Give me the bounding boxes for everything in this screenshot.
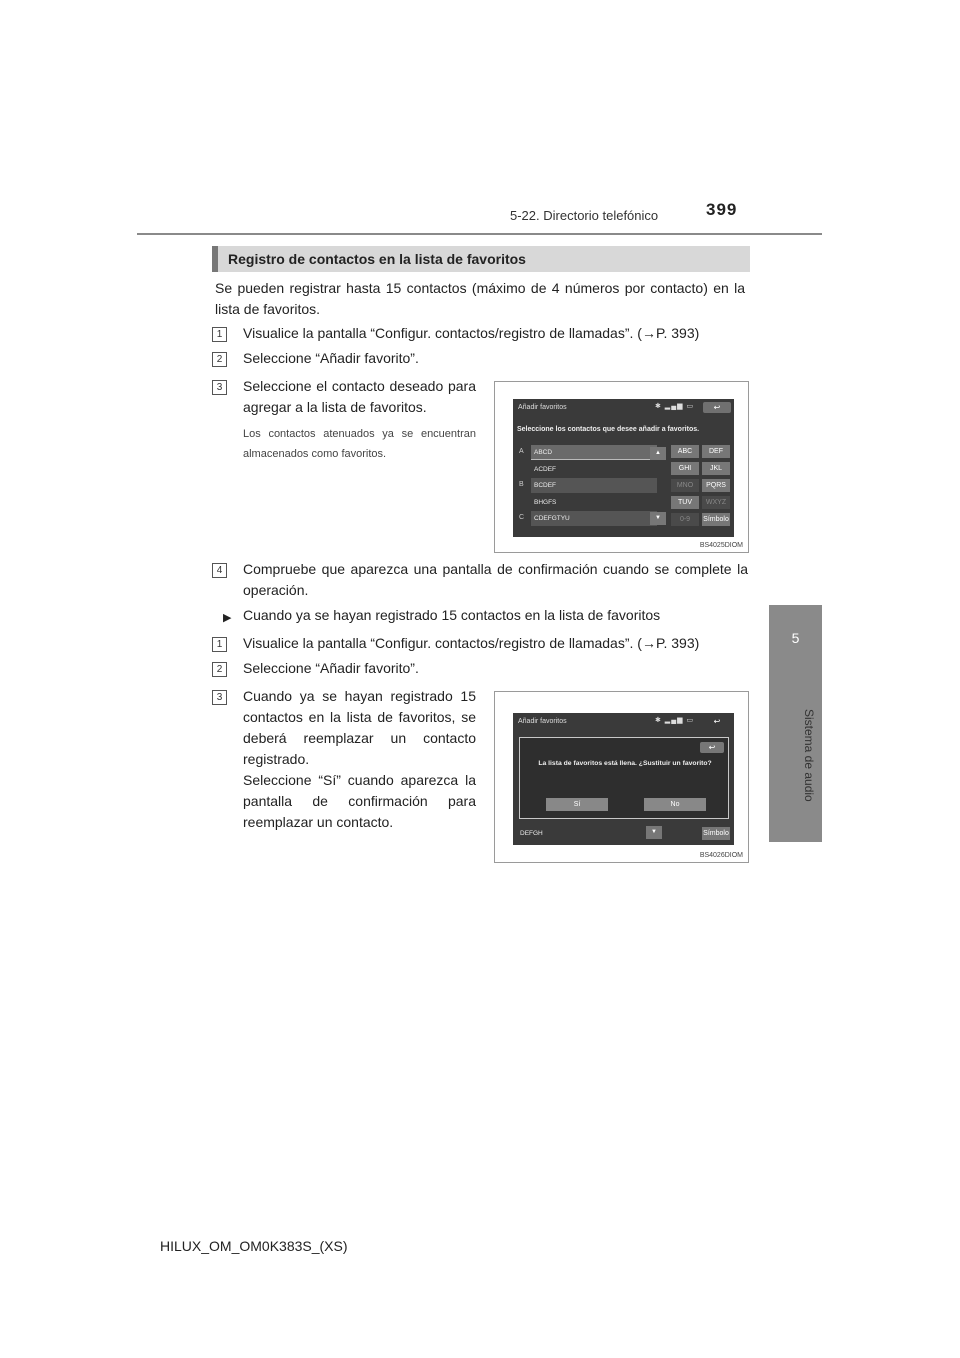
figure-code: BS4025DIOM xyxy=(699,542,743,549)
back-icon: ↩ xyxy=(708,743,716,752)
key-wxyz[interactable]: WXYZ xyxy=(702,496,730,509)
back-button[interactable] xyxy=(703,402,731,413)
subheading: Cuando ya se hayan registrado 15 contactos en la lista de favoritos xyxy=(243,607,661,623)
chapter-tab-number: 5 xyxy=(769,605,822,672)
header-rule xyxy=(137,233,822,235)
step-text: Cuando ya se hayan registrado 15 contactos en la lista de favoritos, se deberá reemplazar un contacto registrado. xyxy=(243,688,476,767)
scroll-down-button[interactable] xyxy=(650,512,666,525)
figure-replace-favorite xyxy=(494,691,749,863)
dialog-message: La lista de favoritos está llena. ¿Sustituir un favorito? xyxy=(538,760,712,767)
status-icons: ✱ ▂▄▆ ▭ xyxy=(655,403,695,410)
section-intro: Se pueden registrar hasta 15 contactos (máximo de 4 números por contacto) en la lista de favoritos. xyxy=(215,280,745,317)
key-symbol[interactable]: Símbolo xyxy=(702,513,730,526)
key-symbol[interactable]: Símbolo xyxy=(702,827,730,840)
screen-title: Añadir favoritos xyxy=(518,404,567,411)
screen-add-favorites xyxy=(513,399,734,537)
figure-add-favorites xyxy=(494,381,749,553)
contact-row[interactable]: CDEFGTYU xyxy=(531,511,657,526)
step-text: Seleccione “Sí” cuando aparezca la pantalla de confirmación para reemplazar un contacto. xyxy=(243,772,476,830)
index-letter: C xyxy=(519,514,525,521)
arrow-down-icon: ▼ xyxy=(651,829,657,835)
chapter-tab-label: Sistema de audio xyxy=(802,708,816,802)
step-number: 1 xyxy=(212,327,227,342)
arrow-up-icon: ▲ xyxy=(655,450,661,456)
key-def[interactable]: DEF xyxy=(702,445,730,458)
key-0-9[interactable]: 0-9 xyxy=(671,513,699,526)
no-button[interactable]: No xyxy=(644,798,706,811)
index-letter: B xyxy=(519,481,524,488)
step-text: Compruebe que aparezca una pantalla de confirmación cuando se complete la operación. xyxy=(243,561,748,598)
contact-row[interactable]: DEFGH xyxy=(517,826,641,841)
contact-row[interactable]: BCDEF xyxy=(531,478,657,493)
back-icon: ↩ xyxy=(713,403,721,412)
figure-code: BS4026DIOM xyxy=(699,852,743,859)
page-number: 399 xyxy=(706,200,738,219)
screen-prompt: Seleccione los contactos que desee añadir a favoritos. xyxy=(517,426,700,433)
section-heading: Registro de contactos en la lista de favoritos xyxy=(212,246,750,272)
screen-replace-favorite xyxy=(513,713,734,845)
key-abc[interactable]: ABC xyxy=(671,445,699,458)
step-text: Seleccione “Añadir favorito”. xyxy=(243,350,419,366)
step-number: 1 xyxy=(212,637,227,652)
screen-title: Añadir favoritos xyxy=(518,718,567,725)
scroll-up-button[interactable] xyxy=(650,447,666,460)
step-text: Visualice la pantalla “Configur. contactos/registro de llamadas”. (→P. 393) xyxy=(243,325,700,341)
key-ghi[interactable]: GHI xyxy=(671,462,699,475)
status-icons: ✱ ▂▄▆ ▭ xyxy=(655,717,695,724)
yes-button[interactable]: Sí xyxy=(546,798,608,811)
index-letter: A xyxy=(519,448,524,455)
chapter-title: 5-22. Directorio telefónico xyxy=(510,208,659,223)
back-icon: ↩ xyxy=(713,717,721,726)
key-jkl[interactable]: JKL xyxy=(702,462,730,475)
dialog-back-button[interactable] xyxy=(700,742,724,753)
key-tuv[interactable]: TUV xyxy=(671,496,699,509)
scroll-down-button[interactable] xyxy=(646,826,662,839)
step-note: Los contactos atenuados ya se encuentran almacenados como favoritos. xyxy=(243,428,476,460)
contact-row[interactable]: BHGFS xyxy=(531,495,657,510)
step-number: 2 xyxy=(212,352,227,367)
contact-row[interactable]: ABCD xyxy=(531,445,657,460)
footer-code: HILUX_OM_OM0K383S_(XS) xyxy=(160,1238,348,1254)
key-pqrs[interactable]: PQRS xyxy=(702,479,730,492)
triangle-bullet-icon: ▶ xyxy=(223,612,232,624)
back-button[interactable] xyxy=(703,716,731,727)
arrow-down-icon: ▼ xyxy=(655,515,661,521)
step-text: Seleccione “Añadir favorito”. xyxy=(243,660,419,676)
step-text: Seleccione el contacto deseado para agregar a la lista de favoritos. xyxy=(243,378,476,415)
step-number: 3 xyxy=(212,690,227,705)
contact-row[interactable]: ACDEF xyxy=(531,462,657,477)
step-number: 2 xyxy=(212,662,227,677)
step-number: 4 xyxy=(212,563,227,578)
key-mno[interactable]: MNO xyxy=(671,479,699,492)
confirm-dialog xyxy=(519,737,729,819)
step-text: Visualice la pantalla “Configur. contactos/registro de llamadas”. (→P. 393) xyxy=(243,635,700,651)
step-number: 3 xyxy=(212,380,227,395)
